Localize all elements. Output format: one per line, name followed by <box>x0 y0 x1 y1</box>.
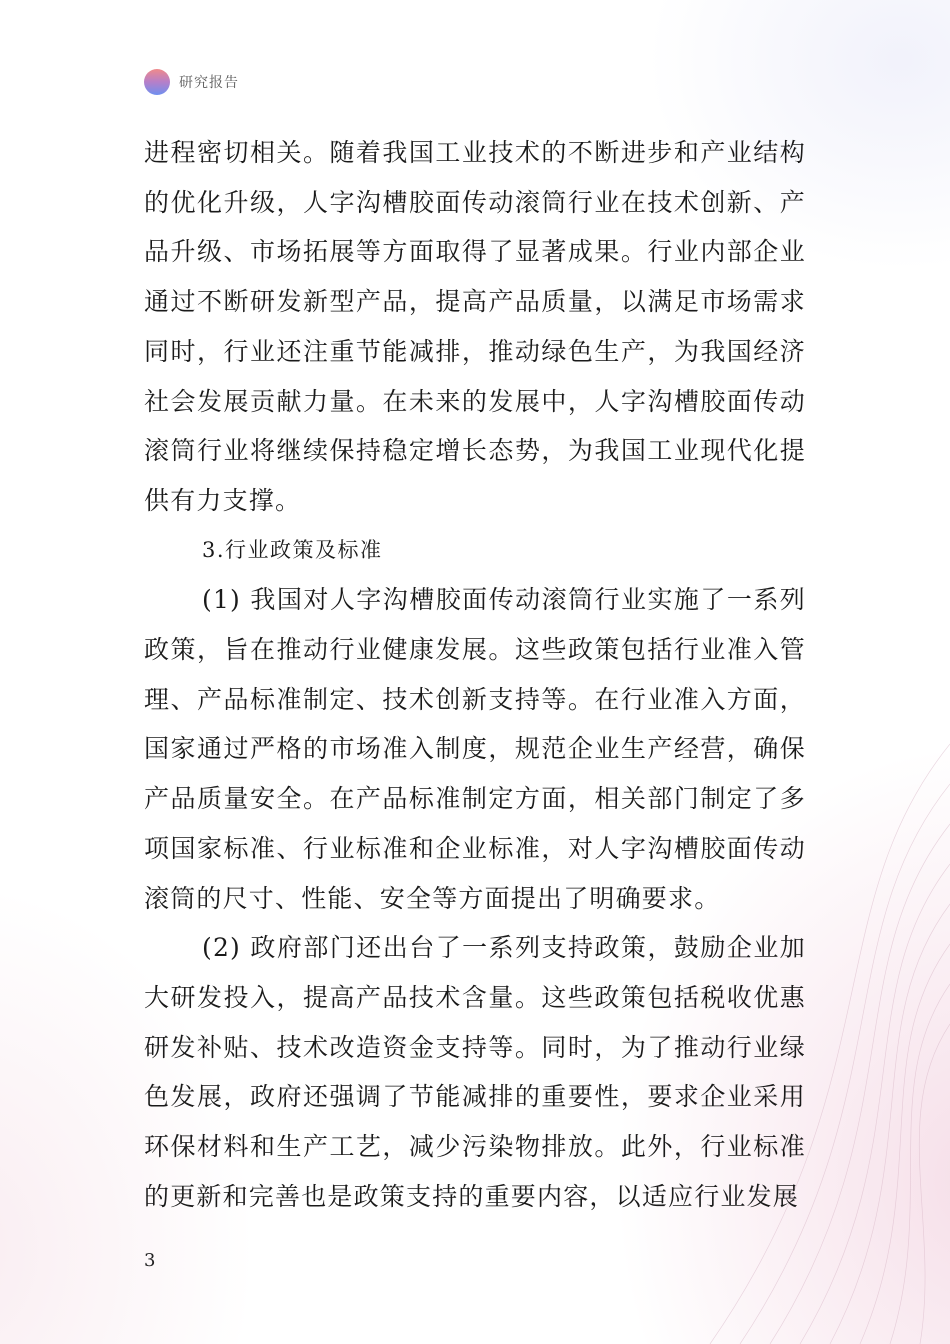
body-paragraph: (2) 政府部门还出台了一系列支持政策，鼓励企业加大研发投入，提高产品技术含量。这些政策包括税收优惠研发补贴、技术改造资金支持等。同时，为了推动行业绿色发展，政府还强调了节能减排的重要性，要求企业采用环保材料和生产工艺，减少污染物排放。此外，行业标准的更新和完善也是政策支持的重要内容，以适应行业发展 <box>144 933 806 1211</box>
header-title: 研究报告 <box>179 75 239 91</box>
section-heading: 3.行业政策及标准 <box>202 537 383 562</box>
gradient-circle-logo-icon <box>144 69 170 95</box>
body-paragraph: (1) 我国对人字沟槽胶面传动滚筒行业实施了一系列政策，旨在推动行业健康发展。这些政策包括行业准入管理、产品标准制定、技术创新支持等。在行业准入方面，国家通过严格的市场准入制度，规范企业生产经营，确保产品质量安全。在产品标准制定方面，相关部门制定了多项国家标准、行业标准和企业标准，对人字沟槽胶面传动滚筒的尺寸、性能、安全等方面提出了明确要求。 <box>144 585 806 913</box>
body-paragraph: 进程密切相关。随着我国工业技术的不断进步和产业结构的优化升级，人字沟槽胶面传动滚筒行业在技术创新、产品升级、市场拓展等方面取得了显著成果。行业内部企业通过不断研发新型产品，提高产品质量，以满足市场需求同时，行业还注重节能减排，推动绿色生产，为我国经济社会发展贡献力量。在未来的发展中，人字沟槽胶面传动滚筒行业将继续保持稳定增长态势，为我国工业现代化提供有力支撑。 <box>144 138 806 515</box>
page-number: 3 <box>144 1250 156 1271</box>
document-body <box>144 128 806 1221</box>
report-header <box>144 68 239 96</box>
